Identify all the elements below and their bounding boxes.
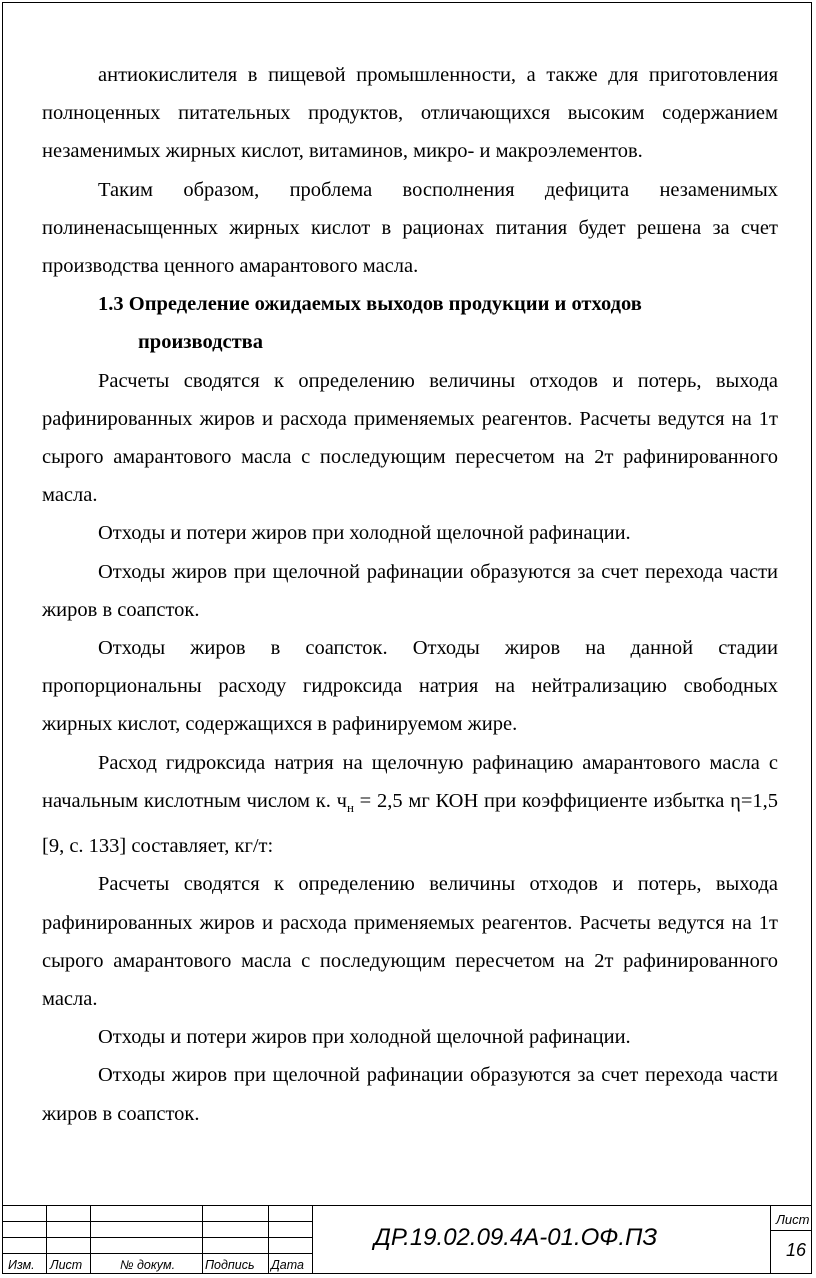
document-body [42,56,778,1133]
title-block [2,1205,812,1274]
grid-line [312,1206,313,1274]
section-heading-line: 1.3 Определение ожидаемых выходов продукции и отходов [98,293,642,316]
stamp-col-list: Лист [50,1258,83,1272]
grid-line [770,1230,812,1231]
paragraph-text: Расход гидроксида натрия на щелочную рафинацию амарантового масла с начальным кислотным числом к. ч [42,751,778,812]
grid-line [46,1206,47,1274]
paragraph: Расчеты сводятся к определению величины отходов и потерь, выхода рафинированных жиров и расхода применяемых реагентов. Расчеты ведутся на 1т сырого амарантового масла с последующим пересчетом на 2т рафинированного масла. [42,369,778,507]
grid-line [268,1206,269,1274]
stamp-col-date: Дата [271,1258,304,1272]
grid-line [2,1221,312,1222]
paragraph: Отходы жиров в соапсток. Отходы жиров на данной стадии пропорциональны расходу гидроксида натрия на нейтрализацию свободных жирных кислот, содержащихся в рафинируемом жире. [42,637,778,736]
stamp-col-doc: № докум. [120,1258,176,1272]
paragraph: Отходы и потери жиров при холодной щелочной рафинации. [98,522,631,545]
paragraph: Расчеты сводятся к определению величины отходов и потерь, выхода рафинированных жиров и расхода применяемых реагентов. Расчеты ведутся на 1т сырого амарантового масла с последующим пересчетом на 2т рафинированного масла. [42,873,778,1010]
paragraph: антиокислителя в пищевой промышленности, а также для приготовления полноценных питательных продуктов, отличающихся высоким содержанием незаменимых жирных кислот, витаминов, микро- и макроэлементов. [42,64,778,163]
title-block-grid [2,1206,312,1274]
grid-line [202,1206,203,1274]
paragraph: Таким образом, проблема восполнения дефицита незаменимых полиненасыщенных жирных кислот в рационах питания будет решена за счет производства ценного амарантового масла. [42,178,778,278]
section-heading [42,285,778,361]
sheet-label: Лист [776,1212,810,1227]
grid-line [90,1206,91,1274]
grid-line [2,1253,312,1254]
grid-line [2,1237,312,1238]
paragraph: Отходы жиров при щелочной рафинации образуются за счет перехода части жиров в соапсток. [42,1064,778,1125]
stamp-col-izm: Изм. [8,1258,35,1272]
stamp-col-sign: Подпись [205,1258,255,1272]
paragraph [42,744,778,866]
paragraph: Отходы жиров при щелочной рафинации образуются за счет перехода части жиров в соапсток. [42,560,778,621]
subscript: н [346,799,354,815]
section-heading-line: производства [138,331,263,354]
paragraph-text: = 2,5 мг КОН при коэффициенте избытка η=1,5 [9, с. 133] составляет, кг/т: [42,789,778,858]
sheet-number: 16 [786,1240,807,1260]
document-number: ДР.19.02.09.4А-01.ОФ.ПЗ [374,1224,658,1251]
paragraph: Отходы и потери жиров при холодной щелочной рафинации. [98,1026,631,1049]
grid-line [770,1206,771,1274]
